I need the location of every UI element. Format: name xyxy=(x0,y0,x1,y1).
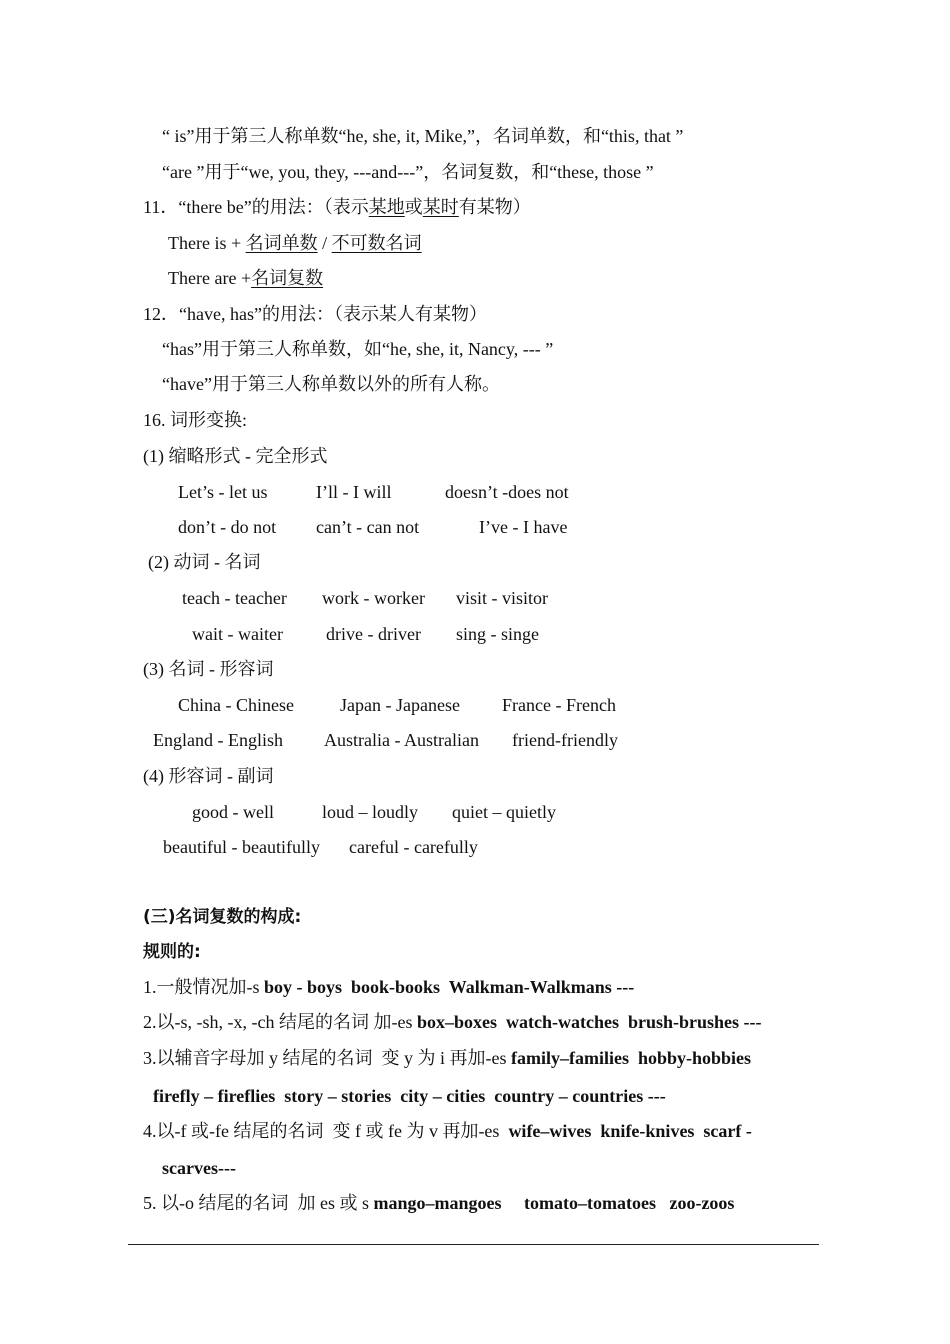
item-16-heading: 16. 词形变换: xyxy=(143,410,248,430)
word-pair: work - worker xyxy=(322,588,425,608)
group-1-title: (1) 缩略形式 - 完全形式 xyxy=(143,446,328,466)
plural-rule-4 xyxy=(143,1120,752,1142)
word-pair: don’t - do not xyxy=(178,517,277,537)
have-usage-line: “have”用于第三人称单数以外的所有人称。 xyxy=(162,374,500,394)
word-pair: sing - singe xyxy=(456,624,539,644)
footer-divider xyxy=(128,1244,819,1245)
word-pair: France - French xyxy=(502,695,616,715)
word-pair: doesn’t -does not xyxy=(445,482,569,502)
word-pair: Let’s - let us xyxy=(178,482,268,502)
rule-text: 2.以-s, -sh, -x, -ch 结尾的名词 加-es xyxy=(143,1012,417,1032)
item-11-or: 或 xyxy=(404,197,423,217)
plural-rule-4-continued: scarves--- xyxy=(162,1158,236,1178)
word-pair: Australia - Australian xyxy=(324,730,479,750)
is-usage-line: “ is”用于第三人称单数“he, she, it, Mike,”，名词单数，和“this, that ” xyxy=(162,126,684,146)
rule-text: 3.以辅音字母加 y 结尾的名词 变 y 为 i 再加-es xyxy=(143,1048,511,1068)
item-11-head-text: 11．“there be”的用法：（表示 xyxy=(143,197,369,217)
plural-rule-2 xyxy=(143,1011,761,1033)
word-pair: I’ve - I have xyxy=(479,517,568,537)
rule-examples: box–boxes watch-watches brush-brushes --- xyxy=(416,1012,762,1032)
plural-rule-1 xyxy=(143,976,634,998)
group-2-title: (2) 动词 - 名词 xyxy=(148,552,261,572)
word-pair: wait - waiter xyxy=(192,624,283,644)
word-pair: careful - carefully xyxy=(349,837,478,857)
regular-subheading: 规则的: xyxy=(143,942,201,962)
rule-examples: family–families hobby-hobbies xyxy=(511,1048,752,1068)
rule-text: 5. 以-o 结尾的名词 加 es 或 s xyxy=(143,1193,374,1213)
word-pair: beautiful - beautifully xyxy=(163,837,320,857)
item-11-underlined-time: 某时 xyxy=(422,197,459,217)
word-pair: drive - driver xyxy=(326,624,421,644)
rule-examples: wife–wives knife-knives scarf - xyxy=(508,1121,752,1141)
rule-examples: mango–mangoes tomato–tomatoes zoo-zoos xyxy=(373,1193,735,1213)
word-pair: can’t - can not xyxy=(316,517,420,537)
there-is-uncountable: 不可数名词 xyxy=(331,233,422,253)
plural-rule-3 xyxy=(143,1047,751,1069)
rule-text: 4.以-f 或-fe 结尾的名词 变 f 或 fe 为 v 再加-es xyxy=(143,1121,509,1141)
group-4-title: (4) 形容词 - 副词 xyxy=(143,766,274,786)
there-is-singular: 名词单数 xyxy=(245,233,318,253)
item-11-tail: 有某物） xyxy=(458,197,531,217)
item-11-heading xyxy=(143,196,531,218)
group-3-title: (3) 名词 - 形容词 xyxy=(143,659,274,679)
rule-examples: boy - boys book-books Walkman-Walkmans --- xyxy=(264,977,635,997)
item-11-underlined-place: 某地 xyxy=(368,197,405,217)
there-is-separator: / xyxy=(317,233,332,253)
word-pair: friend-friendly xyxy=(512,730,618,750)
item-12-heading: 12．“have, has”的用法：（表示某人有某物） xyxy=(143,304,487,324)
there-are-prefix: There are + xyxy=(168,268,252,288)
word-pair: loud – loudly xyxy=(322,802,419,822)
there-are-plural: 名词复数 xyxy=(251,268,324,288)
word-pair: Japan - Japanese xyxy=(340,695,460,715)
there-is-prefix: There is + xyxy=(168,233,246,253)
plural-section-heading: (三)名词复数的构成: xyxy=(143,907,302,927)
there-is-line xyxy=(168,232,422,254)
plural-rule-5 xyxy=(143,1192,734,1214)
word-pair: England - English xyxy=(153,730,283,750)
word-pair: good - well xyxy=(192,802,274,822)
are-usage-line: “are ”用于“we, you, they, ---and---”，名词复数，和“these, those ” xyxy=(162,162,654,182)
word-pair: teach - teacher xyxy=(182,588,287,608)
word-pair: quiet – quietly xyxy=(452,802,556,822)
rule-text: 1.一般情况加-s xyxy=(143,977,264,997)
word-pair: I’ll - I will xyxy=(316,482,392,502)
has-usage-line: “has”用于第三人称单数，如“he, she, it, Nancy, --- ” xyxy=(162,339,554,359)
plural-rule-3-continued: firefly – fireflies story – stories city – cities country – countries --- xyxy=(153,1086,666,1106)
there-are-line xyxy=(168,267,323,289)
word-pair: China - Chinese xyxy=(178,695,294,715)
word-pair: visit - visitor xyxy=(456,588,549,608)
